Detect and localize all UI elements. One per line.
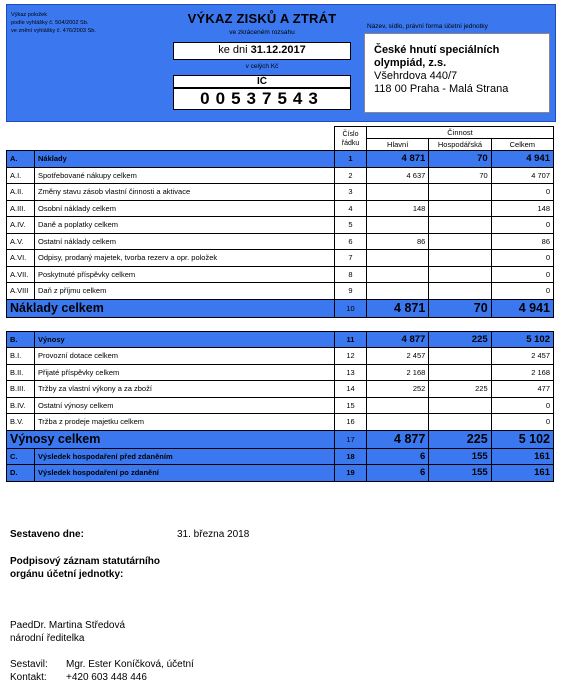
costs-section-row: A. Náklady 1 4 871 70 4 941 [7, 151, 554, 168]
revenue-row: B.I. Provozní dotace celkem 12 2 457 2 457 [7, 348, 554, 365]
prepared-label: Sestavil: [10, 659, 48, 670]
col-line-header: Číslo řádku [335, 127, 367, 151]
revenue-row: B.V. Tržba z prodeje majetku celkem 16 0 [7, 414, 554, 431]
legal-reference: Výkaz položek podle vyhlášky č. 504/2002 Sb. ve znění vyhlášky č. 476/2003 Sb. [11, 12, 96, 34]
contact-label: Kontakt: [10, 672, 47, 683]
report-date-box: ke dni 31.12.2017 [173, 42, 351, 60]
cost-row: A.IV. Daně a poplatky celkem 5 0 [7, 217, 554, 234]
costs-total-row: Náklady celkem 10 4 871 70 4 941 [7, 299, 554, 317]
col-main-header: Hlavní [367, 139, 429, 151]
org-info [364, 33, 550, 113]
result-row: C. Výsledek hospodaření před zdaněním 18 6 155 161 [7, 448, 554, 465]
units-label: v celých Kč [245, 63, 279, 70]
cost-row: A.VI. Odpisy, prodaný majetek, tvorba rezerv a opr. položek 7 0 [7, 250, 554, 267]
compiled-label: Sestaveno dne: [10, 529, 84, 540]
revenue-row: B.II. Přijaté příspěvky celkem 13 2 168 2 168 [7, 364, 554, 381]
compiled-date: 31. března 2018 [177, 529, 250, 540]
contact-phone: +420 603 448 446 [66, 672, 147, 683]
org-name-line-1: České hnutí speciálních [374, 44, 500, 56]
table-header-row [7, 127, 554, 139]
cost-row: A.III. Osobní náklady celkem 4 148 148 [7, 200, 554, 217]
table-spacer [7, 317, 554, 331]
org-name-line-2: olympiád, z.s. [374, 57, 447, 69]
result-row: D. Výsledek hospodaření po zdanění 19 6 155 161 [7, 465, 554, 482]
col-economic-header: Hospodářská [429, 139, 491, 151]
signature-label-2: orgánu účetní jednotky: [10, 569, 124, 580]
signature-label-1: Podpisový záznam statutárního [10, 556, 161, 567]
col-activity-header: Činnost [367, 127, 554, 139]
report-title: VÝKAZ ZISKŮ A ZTRÁT [187, 11, 337, 26]
revenue-row: B.III. Tržby za vlastní výkony a za zboží 14 252 225 477 [7, 381, 554, 398]
revenue-row: B.IV. Ostatní výnosy celkem 15 0 [7, 397, 554, 414]
ic-label: IČ [173, 75, 351, 88]
revenues-total-row: Výnosy celkem 17 4 877 225 5 102 [7, 430, 554, 448]
org-city: 118 00 Praha - Malá Strana [374, 83, 509, 95]
report-subtitle: ve zkráceném rozsahu [229, 29, 295, 36]
cost-row: A.VII. Poskytnuté příspěvky celkem 8 0 [7, 266, 554, 283]
report-date: 31.12.2017 [250, 44, 306, 56]
org-label: Název, sídlo, právní forma účetní jednotky [367, 23, 488, 30]
ic-value: 00537543 [173, 88, 351, 110]
income-statement-table [6, 126, 554, 482]
table-subheader-row [7, 139, 554, 151]
prepared-name: Mgr. Ester Koníčková, účetní [66, 659, 194, 670]
signer-name: PaedDr. Martina Středová [10, 620, 126, 631]
org-street: Všehrdova 440/7 [374, 70, 458, 82]
signer-role: národní ředitelka [10, 633, 85, 644]
cost-row: A.V. Ostatní náklady celkem 6 86 86 [7, 233, 554, 250]
cost-row: A.VIII Daň z příjmu celkem 9 0 [7, 283, 554, 300]
revenues-section-row: B. Výnosy 11 4 877 225 5 102 [7, 331, 554, 348]
report-header [6, 4, 556, 122]
col-total-header: Celkem [491, 139, 553, 151]
cost-row: A.I. Spotřebované nákupy celkem 2 4 637 70 4 707 [7, 167, 554, 184]
cost-row: A.II. Změny stavu zásob vlastní činnosti a aktivace 3 0 [7, 184, 554, 201]
